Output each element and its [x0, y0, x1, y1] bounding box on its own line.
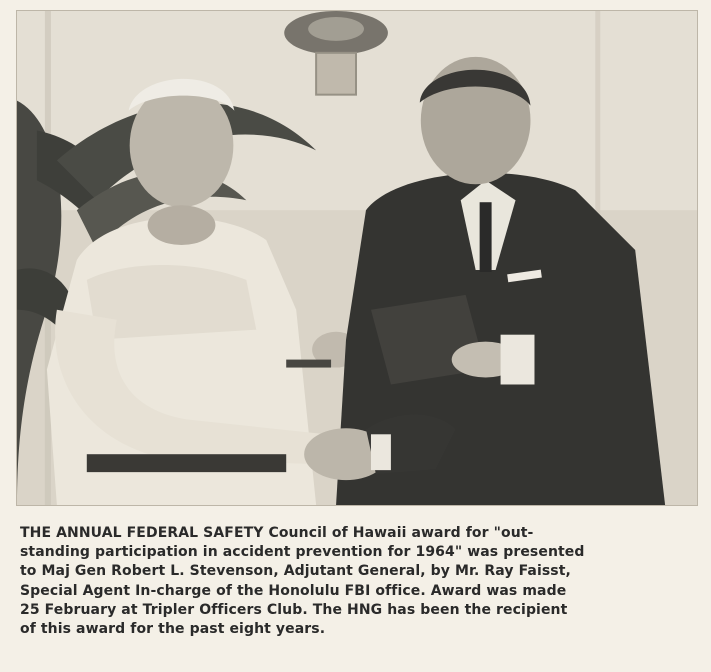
caption-line: standing participation in accident prevention for 1964" was presented: [20, 544, 585, 561]
award-photograph: [16, 10, 698, 506]
caption-line: Special Agent In-charge of the Honolulu FBI office. Award was made: [20, 582, 567, 599]
caption-line: of this award for the past eight years.: [20, 621, 326, 638]
photo-caption: [20, 524, 692, 639]
caption-line: to Maj Gen Robert L. Stevenson, Adjutant General, by Mr. Ray Faisst,: [20, 563, 571, 580]
photo-illustration: [17, 11, 697, 505]
caption-line: THE ANNUAL FEDERAL SAFETY Council of Hawaii award for "out-: [20, 525, 534, 541]
caption-line: 25 February at Tripler Officers Club. The HNG has been the recipient: [20, 601, 568, 618]
